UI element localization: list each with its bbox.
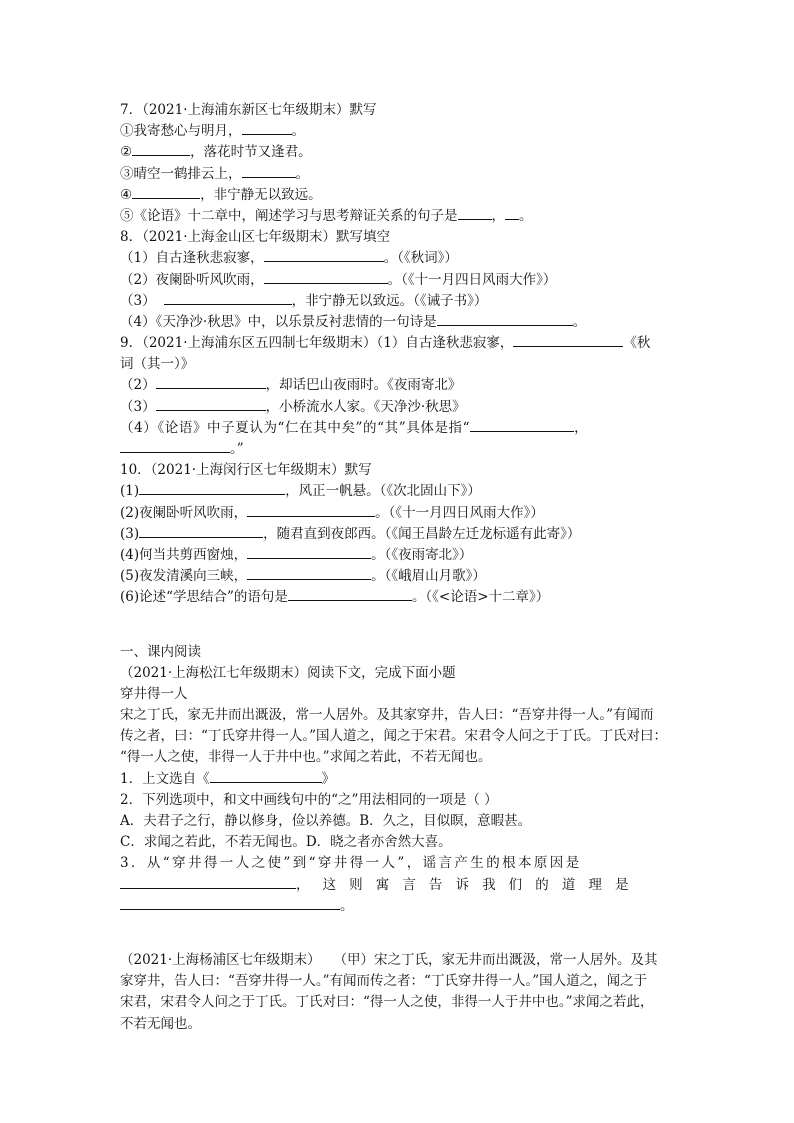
- s1-question-3-line-1: [120, 853, 680, 874]
- passage-title: [120, 684, 680, 705]
- section-gap-2: [120, 917, 680, 950]
- answer-blank[interactable]: [264, 270, 388, 284]
- section1-source-text: （2021·上海松江七年级期末）阅读下文，完成下面小题: [120, 664, 456, 681]
- answer-blank[interactable]: [120, 439, 230, 453]
- q10-item-2-post: 。（《十一月四日风雨大作》）: [375, 504, 544, 521]
- answer-blank[interactable]: [120, 896, 340, 910]
- q10-item-1: [120, 481, 680, 502]
- q9-header-post: 《秋: [623, 335, 651, 352]
- q8-item-1-pre: （1）自古逢秋悲寂寥，: [120, 250, 264, 267]
- q9-item-3-pre: （3）: [120, 398, 156, 415]
- section2-line-4-text: 不若无闻也。: [120, 1015, 201, 1032]
- q10-item-1-post: ，风正一帆悬。（《次北固山下》）: [285, 483, 481, 500]
- q10-header-text: 10．（2021·上海闵行区七年级期末）默写: [120, 462, 372, 479]
- s1-question-3-end: 。: [340, 897, 354, 914]
- q9-item-2-post: ，却话巴山夜雨时。《夜雨寄北》: [265, 377, 462, 394]
- q9-item-5: [120, 439, 680, 460]
- section2-line-3-text: 宋君，宋君令人问之于丁氏。丁氏对曰：“得一人之使，非得一人于井中也。”求闻之若此，: [120, 994, 654, 1011]
- q10-item-4-pre: (4)何当共剪西窗烛，: [120, 546, 248, 563]
- q7-item-5: [120, 206, 680, 227]
- q7-header: [120, 100, 680, 121]
- q9-item-5-post: 。”: [230, 441, 244, 457]
- answer-blank[interactable]: [164, 291, 292, 305]
- section1-title: [120, 642, 680, 663]
- passage-line-1-text: 宋之丁氏，家无井而出溉汲，常一人居外。及其家穿井，告人曰：“吾穿井得一人。”有闻而: [120, 707, 654, 724]
- q10-item-1-pre: (1): [120, 483, 140, 500]
- q8-header: [120, 227, 680, 248]
- q10-item-6: [120, 587, 680, 608]
- section1-title-text: 一、课内阅读: [120, 643, 201, 660]
- q10-item-2-pre: (2)夜阑卧听风吹雨，: [120, 504, 248, 521]
- q8-item-3: [120, 291, 680, 312]
- s1-question-2: [120, 790, 680, 811]
- q7-item-1-pre: ①我寄愁心与明月，: [120, 123, 242, 140]
- q9-item-2: [120, 375, 680, 396]
- q9-header-pre: 9．（2021·上海浦东区五四制七年级期末）（1）自古逢秋悲寂寥，: [120, 335, 514, 352]
- q7-item-3: [120, 164, 680, 185]
- q8-item-3-pre: （3）: [120, 292, 156, 309]
- q8-item-2: [120, 270, 680, 291]
- q10-item-6-pre: (6)论述“学思结合”的语句是: [120, 589, 288, 606]
- answer-blank[interactable]: [437, 312, 573, 326]
- s1-question-3-mid: ， 这 则 寓 言 告 诉 我 们 的 道 理 是: [296, 876, 630, 893]
- answer-blank[interactable]: [264, 248, 384, 262]
- passage-line-2-text: 传之者，曰：“丁氏穿井得一人。”国人道之，闻之于宋君。宋君令人问之于丁氏。丁氏对曰：: [120, 728, 668, 745]
- q7-item-5-pre: ⑤《论语》十二章中，阐述学习与思考辩证关系的句子是: [120, 207, 458, 224]
- q7-item-2-pre: ②: [120, 144, 133, 161]
- s1-question-2-options-cd: [120, 832, 680, 853]
- q8-item-1-post: 。（《秋词》）: [383, 250, 458, 267]
- passage-title-text: 穿井得一人: [120, 685, 188, 702]
- answer-blank[interactable]: [139, 481, 285, 495]
- s1-question-2-options-ab-text[interactable]: A．夫君子之行，静以修身，俭以养德。B．久之，目似瞑，意暇甚。: [120, 813, 532, 829]
- answer-blank[interactable]: [132, 142, 190, 156]
- answer-blank[interactable]: [156, 397, 266, 411]
- section2-line-2: [120, 971, 680, 992]
- q8-item-2-pre: （2）夜阑卧听风吹雨，: [120, 271, 264, 288]
- q10-header: [120, 460, 680, 481]
- s1-question-3-line-2: [120, 875, 680, 896]
- q7-item-4-pre: ④: [120, 186, 133, 203]
- s1-question-2-options-ab: [120, 811, 680, 832]
- q7-item-3-pre: ③晴空一鹤排云上，: [120, 165, 242, 182]
- answer-blank[interactable]: [132, 185, 200, 199]
- section2-line-1-text: （2021·上海杨浦区七年级期末） （甲）宋之丁氏，家无井而出溉汲，常一人居外。及其: [120, 951, 658, 968]
- section2-line-2-text: 家穿井，告人曰：“吾穿井得一人。”有闻而传之者：“丁氏穿井得一人。”国人道之，闻之于: [120, 973, 648, 990]
- q9-item-3-post: ，小桥流水人家。《天净沙·秋思》: [265, 398, 466, 415]
- q8-header-text: 8．（2021·上海金山区七年级期末）默写填空: [120, 229, 390, 246]
- q7-item-2: [120, 142, 680, 163]
- q10-item-3-post: ，随君直到夜郎西。（《闻王昌龄左迁龙标遥有此寄》）: [263, 525, 581, 542]
- q9-header-cont-text: 词（其一）》: [120, 356, 195, 373]
- q9-item-4-text: （4）《论语》中子夏认为“仁在其中矣”的“其”具体是指“: [120, 419, 471, 436]
- answer-blank[interactable]: [210, 769, 322, 783]
- answer-blank[interactable]: [247, 545, 371, 559]
- answer-blank[interactable]: [513, 333, 623, 347]
- section2-line-4: [120, 1014, 680, 1035]
- q7-item-1-post: 。: [291, 123, 305, 140]
- q10-item-6-post: 。（《<论语>十二章》）: [411, 589, 550, 606]
- document-page: [120, 100, 680, 1035]
- answer-blank[interactable]: [470, 418, 574, 432]
- passage-line-2: [120, 726, 680, 747]
- q9-header-cont: [120, 354, 680, 375]
- q7-item-4-post: ，非宁静无以致远。: [200, 186, 322, 203]
- answer-blank[interactable]: [156, 375, 266, 389]
- answer-blank[interactable]: [458, 206, 492, 220]
- q7-item-5-post: 。: [519, 207, 533, 224]
- q10-item-5-pre: (5)夜发清溪向三峡，: [120, 568, 248, 585]
- q10-item-5: [120, 566, 680, 587]
- q7-item-5-mid: ，: [491, 207, 505, 224]
- answer-blank[interactable]: [247, 503, 375, 517]
- s1-question-1-post: 》: [321, 770, 336, 787]
- q9-item-2-pre: （2）: [120, 377, 156, 394]
- passage-line-3-text: “得一人之使，非得一人于井中也。”求闻之若此，不若无闻也。: [120, 749, 492, 766]
- q7-item-3-post: 。: [295, 165, 309, 182]
- answer-blank[interactable]: [247, 566, 371, 580]
- q7-header-text: 7．（2021·上海浦东新区七年级期末）默写: [120, 102, 377, 118]
- q8-item-3-post: ，非宁静无以致远。（《诫子书》）: [291, 292, 488, 309]
- q7-item-2-post: ，落花时节又逢君。: [190, 144, 312, 161]
- q10-item-5-post: 。（《峨眉山月歌》）: [371, 568, 486, 585]
- answer-blank[interactable]: [139, 524, 263, 538]
- q9-item-4: [120, 418, 680, 439]
- q10-item-3: [120, 524, 680, 545]
- q8-item-2-post: 。（《十一月四日风雨大作》）: [387, 271, 557, 288]
- s1-question-2-text: 2．下列选项中，和文中画线句中的“之”用法相同的一项是（ ）: [120, 791, 498, 808]
- section-gap: [120, 609, 680, 642]
- section2-line-3: [120, 992, 680, 1013]
- answer-blank[interactable]: [120, 875, 296, 889]
- passage-line-1: [120, 705, 680, 726]
- s1-question-1: [120, 769, 680, 790]
- s1-question-2-options-cd-text[interactable]: C．求闻之若此，不若无闻也。D．晓之者亦舍然大喜。: [120, 834, 452, 851]
- q8-item-4-post: 。: [572, 313, 587, 330]
- q8-item-4: [120, 312, 680, 333]
- q8-item-1: [120, 248, 680, 269]
- answer-blank[interactable]: [242, 164, 296, 178]
- section2-line-1: [120, 950, 680, 971]
- s1-question-3-line-3: [120, 896, 680, 917]
- s1-question-3-line-1-text: 3．从“穿井得一人之使”到“穿井得一人”，谣言产生的根本原因是: [120, 855, 582, 872]
- q7-item-1: [120, 121, 680, 142]
- q10-item-2: [120, 503, 680, 524]
- q10-item-4: [120, 545, 680, 566]
- passage-line-3: [120, 747, 680, 768]
- q9-item-3: [120, 397, 680, 418]
- s1-question-1-pre: 1．上文选自《: [120, 770, 210, 787]
- answer-blank[interactable]: [242, 121, 292, 135]
- answer-blank[interactable]: [505, 206, 519, 220]
- q10-item-3-pre: (3): [120, 525, 140, 542]
- q7-item-4: [120, 185, 680, 206]
- answer-blank[interactable]: [288, 587, 412, 601]
- q8-item-4-pre: （4）《天净沙·秋思》中，以乐景反衬悲情的一句诗是: [120, 313, 437, 330]
- q9-item-4-end: ，: [574, 419, 588, 436]
- section1-source: [120, 663, 680, 684]
- q9-header: [120, 333, 680, 354]
- q10-item-4-post: 。（《夜雨寄北》）: [371, 546, 473, 563]
